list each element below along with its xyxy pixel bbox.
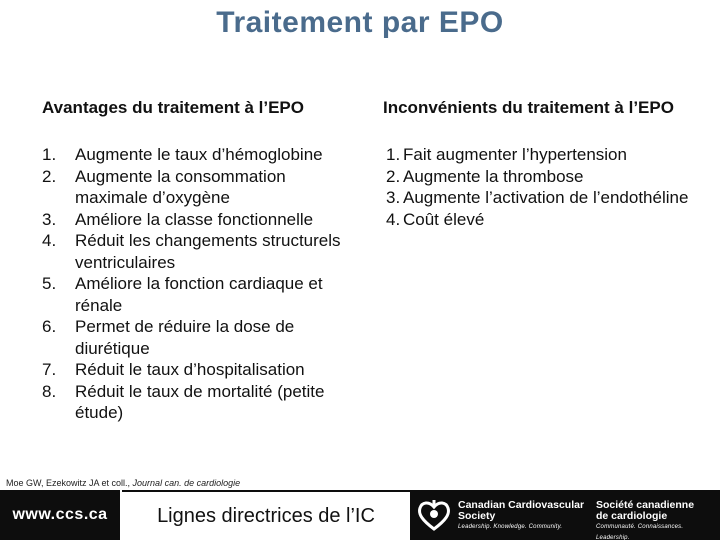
item-number: 5.	[42, 274, 57, 293]
reference-citation	[6, 478, 240, 488]
disadvantages-list	[386, 144, 706, 230]
item-text: Augmente la consommation maximale d’oxygène	[75, 166, 286, 207]
item-number: 7.	[42, 360, 57, 379]
reference-authors: Moe GW, Ezekowitz JA et coll.,	[6, 478, 133, 488]
list-item	[42, 359, 362, 381]
ccs-heart-logo-icon	[416, 498, 452, 532]
logo-en-tagline: Leadership. Knowledge. Community.	[458, 524, 563, 530]
list-item	[42, 166, 362, 209]
item-number: 1.	[42, 145, 57, 164]
reference-journal: Journal can. de cardiologie	[132, 478, 241, 488]
list-item	[42, 381, 362, 424]
logo-fr-line1: Société canadienne	[596, 499, 695, 511]
list-item	[386, 166, 706, 188]
item-text: Améliore la fonction cardiaque et rénale	[75, 274, 323, 315]
item-text: Réduit le taux de mortalité (petite étude)	[75, 381, 325, 422]
footer-bar	[0, 490, 720, 540]
list-item	[386, 187, 706, 209]
item-text: Augmente l’activation de l’endothéline	[403, 188, 689, 207]
item-text: Réduit le taux d’hospitalisation	[75, 360, 305, 379]
item-number: 6.	[42, 317, 57, 336]
ccs-logo-block	[410, 490, 720, 540]
item-number: 4.	[386, 209, 401, 229]
logo-fr-tagline: Communauté. Connaissances. Leadership.	[596, 524, 684, 541]
list-item	[42, 209, 362, 231]
item-text: Réduit les changements structurels ventriculaires	[75, 231, 341, 272]
list-item	[386, 209, 706, 231]
ccs-logo-french	[596, 500, 716, 544]
item-number: 3.	[42, 209, 57, 229]
item-text: Permet de réduire la dose de diurétique	[75, 317, 295, 358]
item-number: 3.	[386, 188, 401, 207]
logo-en-line2: Society	[458, 510, 496, 522]
logo-fr-line2: de cardiologie	[596, 510, 668, 522]
advantages-heading: Avantages du traitement à l’EPO	[42, 98, 304, 117]
page-title: Traitement par EPO	[216, 6, 504, 39]
item-number: 2.	[42, 166, 57, 186]
item-number: 4.	[42, 231, 57, 250]
item-text: Augmente le taux d’hémoglobine	[75, 145, 323, 164]
list-item	[42, 230, 362, 273]
list-item	[42, 273, 362, 316]
website-link[interactable]: www.ccs.ca	[0, 490, 120, 540]
logo-en-line1: Canadian Cardiovascular	[458, 499, 585, 511]
advantages-list	[42, 144, 362, 424]
list-item	[386, 144, 706, 166]
ccs-logo-english	[458, 500, 593, 533]
disadvantages-heading: Inconvénients du traitement à l’EPO	[383, 98, 674, 117]
item-text: Améliore la classe fonctionnelle	[75, 209, 314, 229]
item-number: 1.	[386, 145, 401, 164]
item-number: 2.	[386, 166, 401, 186]
item-text: Augmente la thrombose	[403, 166, 584, 186]
item-text: Coût élevé	[403, 209, 485, 229]
list-item	[42, 316, 362, 359]
item-number: 8.	[42, 381, 57, 401]
item-text: Fait augmenter l’hypertension	[403, 145, 627, 164]
guidelines-label: Lignes directrices de l’IC	[122, 490, 410, 540]
list-item	[42, 144, 362, 166]
